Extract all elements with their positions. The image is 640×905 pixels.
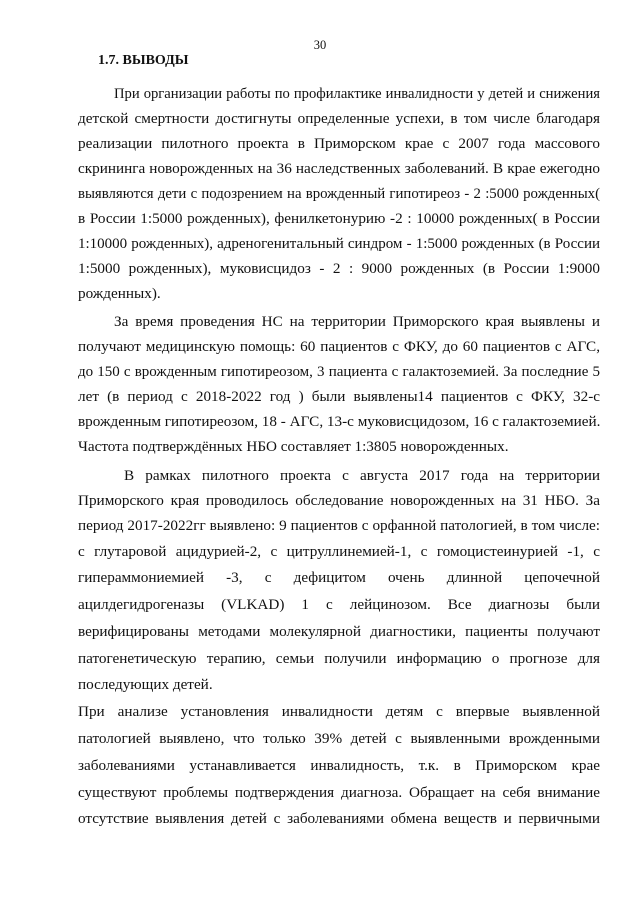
paragraph-1-line: скрининга новорожденных на 36 наследственных заболеваний. В крае ежегодно [78,160,600,177]
paragraph-2-line: Частота подтверждённых НБО составляет 1:3805 новорожденных. [78,438,509,455]
paragraph-3-line: последующих детей. [78,676,213,693]
paragraph-1-line: детской смертности достигнуты определенные успехи, в том числе благодаря [78,110,600,127]
paragraph-4-line: патологией выявлено, что только 39% детей с выявленными врожденными [78,730,600,747]
paragraph-3-line: верифицированы методами молекулярной диагностики, пациенты получают [78,623,600,640]
paragraph-4-line: существуют проблемы подтверждения диагноза. Обращает на себя внимание [78,784,600,801]
paragraph-3-line: Приморского края проводилось обследование новорожденных на 31 НБО. За [78,492,600,509]
page-number: 30 [313,38,327,52]
paragraph-1-line: При организации работы по профилактике инвалидности у детей и снижения [114,86,600,102]
paragraph-2-line: За время проведения НС на территории Приморского края выявлены и [114,313,600,330]
paragraph-1-line: реализации пилотного проекта в Приморском крае с 2007 года массового [78,135,600,152]
paragraph-3-line: период 2017-2022гг выявлено: 9 пациентов с орфанной патологией, в том числе: [78,517,600,534]
paragraph-1-line: в России 1:5000 рожденных), фенилкетонурию -2 : 10000 рожденных( в России [78,210,600,227]
paragraph-2-line: получают медицинскую помощь: 60 пациентов с ФКУ, до 60 пациентов с АГС, [78,338,600,355]
paragraph-2-line: до 150 с врожденным гипотиреозом, 3 пациента с галактоземией. За последние 5 [78,364,600,380]
section-heading: 1.7. ВЫВОДЫ [98,53,189,68]
paragraph-2-line: лет (в период с 2018-2022 год ) были выявлены14 пациентов с ФКУ, 32-с [78,388,600,405]
paragraph-1-line: рожденных). [78,285,161,302]
paragraph-4-line: отсутствие выявления детей с заболеваниями обмена веществ и первичными [78,810,600,827]
paragraph-3-line: ацилдегидрогеназы (VLKAD) 1 с лейцинозом. Все диагнозы были [78,596,600,613]
paragraph-3-line: В рамках пилотного проекта с августа 2017 года на территории [124,467,600,484]
paragraph-1-line: 1:5000 рожденных), муковисцидоз - 2 : 9000 рожденных (в России 1:9000 [78,260,600,277]
paragraph-1-line: 1:10000 рожденных), адреногенитальный синдром - 1:5000 рожденных (в России [78,236,600,252]
paragraph-3-line: гипераммониемией -3, с дефицитом очень длинной цепочечной [78,569,600,586]
paragraph-2-line: врожденным гипотиреозом, 18 - АГС, 13-с муковисцидозом, 16 с галактоземией. [78,413,601,430]
paragraph-3-line: с глутаровой ацидурией-2, с цитруллинемией-1, с гомоцистеинурией -1, с [78,543,600,560]
paragraph-4-line: заболеваниями устанавливается инвалидность, т.к. в Приморском крае [78,757,600,774]
paragraph-3-line: патогенетическую терапию, семьи получили информацию о прогнозе для [78,650,600,667]
paragraph-1-line: выявляются дети с подозрением на врожденный гипотиреоз - 2 :5000 рожденных( [78,186,600,202]
paragraph-4-line: При анализе установления инвалидности детям с впервые выявленной [78,703,600,720]
